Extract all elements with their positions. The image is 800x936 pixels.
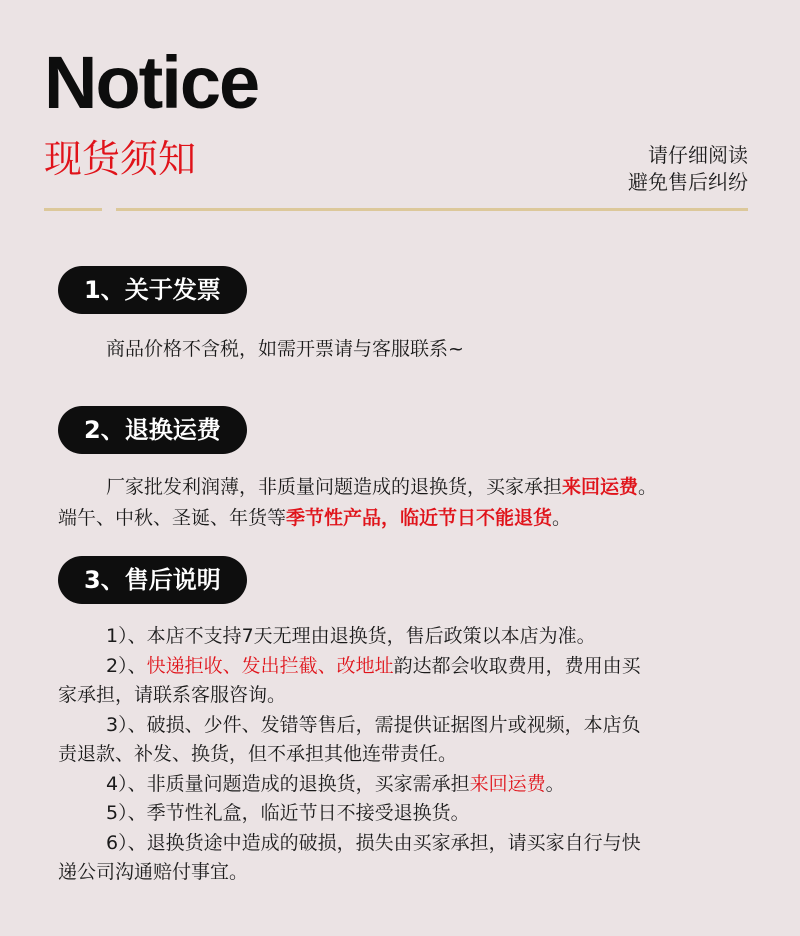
shipping-text-a: 厂家批发利润薄，非质量问题造成的退换货，买家承担 [106,476,563,498]
shipping-text-b: 。 [638,476,658,498]
divider-long [116,208,748,211]
item2-highlight: 快递拒收、发出拦截、改地址 [146,654,394,677]
section-body-shipping [58,472,758,534]
shipping-line-1 [58,472,758,503]
aftersales-item-3: 3）、破损、少件、发错等售后，需提供证据图片或视频，本店负 [106,713,641,736]
section-heading-invoice: 1、关于发票 [58,266,247,314]
item4-end: 。 [545,772,565,795]
tagline [628,142,748,196]
invoice-text: 商品价格不含税，如需开票请与客服联系~ [106,338,464,360]
tagline-line-2: 避免售后纠纷 [628,170,748,194]
shipping-line-2 [58,503,758,534]
aftersales-item-1: 1）、本店不支持7天无理由退换货，售后政策以本店为准。 [106,625,596,647]
aftersales-item-4 [58,770,758,800]
shipping-highlight-2: 季节性产品，临近节日不能退货 [286,507,553,529]
page-title-en: Notice [44,41,259,124]
aftersales-item-6: 6）、退换货途中造成的破损，损失由买家承担，请买家自行与快 [106,831,641,854]
shipping-text-d: 。 [552,507,572,529]
aftersales-item-6-cont: 递公司沟通赔付事宜。 [58,861,249,883]
aftersales-item-2 [58,652,758,682]
aftersales-item-2-cont: 家承担，请联系客服咨询。 [58,684,287,706]
shipping-highlight-1: 来回运费 [562,476,639,498]
section-body-invoice [58,336,758,362]
page-title-cn: 现货须知 [44,137,197,181]
aftersales-item-3-cont: 责退款、补发、换货，但不承担其他连带责任。 [58,743,458,765]
shipping-text-c: 端午、中秋、圣诞、年货等 [58,507,287,529]
item4-text: 4）、非质量问题造成的退换货，买家需承担 [106,772,470,795]
item4-highlight: 来回运费 [469,772,546,795]
aftersales-item-5: 5）、季节性礼盒，临近节日不接受退换货。 [106,802,470,824]
tagline-line-1: 请仔细阅读 [648,143,748,167]
section-heading-shipping: 2、退换运费 [58,406,247,454]
item2-text: 韵达都会收取费用，费用由买 [393,654,641,677]
section-body-aftersales [58,622,758,888]
divider-short [44,208,102,211]
section-heading-aftersales: 3、售后说明 [58,556,247,604]
item2-prefix: 2）、 [106,654,147,677]
